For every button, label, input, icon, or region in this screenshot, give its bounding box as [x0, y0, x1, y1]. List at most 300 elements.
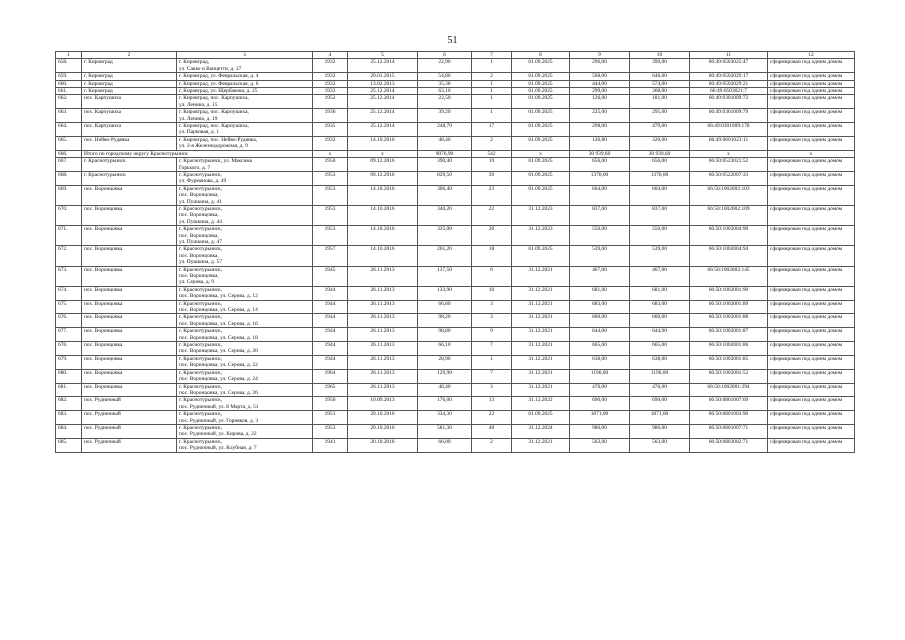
cell-col-8: 31.12.2023	[512, 205, 570, 225]
cell-col-1: 679.	[56, 355, 82, 369]
cell-col-2: пос. Рудничный	[82, 438, 177, 452]
table-row	[56, 355, 855, 369]
cell-col-6: 340,20	[418, 205, 472, 225]
table-row	[56, 205, 855, 225]
cell-col-10: 646,00	[630, 73, 690, 80]
cell-col-3: г. Кировград, пос. Карпушиха, ул. Ленина, д. 15	[177, 95, 313, 109]
cell-col-6: 261,20	[418, 246, 472, 266]
cell-col-10: 550,00	[630, 226, 690, 246]
cell-col-2: пос. Рудничный	[82, 397, 177, 411]
header-cell: 1	[56, 52, 82, 59]
header-cell: 3	[177, 52, 313, 59]
cell-col-12: сформирован под одним домом	[768, 136, 855, 150]
cell-col-10: 539,00	[630, 246, 690, 266]
table-row	[56, 185, 855, 205]
cell-col-11: 66:49:0301009:79	[690, 109, 768, 123]
cell-col-5: 25.12.2014	[348, 59, 418, 73]
cell-col-11: 66:49:0503021:7	[690, 88, 768, 95]
cell-col-7: 1	[472, 88, 512, 95]
cell-col-2: г. Кировград	[82, 80, 177, 87]
cell-col-6: 137,50	[418, 266, 472, 286]
cell-col-4: 1944	[313, 286, 348, 300]
cell-col-6: 829,50	[418, 171, 472, 185]
cell-col-2: пос. Нейво-Рудянка	[82, 136, 177, 150]
cell-col-5: 26.11.2013	[348, 300, 418, 314]
cell-col-10: 399,00	[630, 59, 690, 73]
cell-col-2: пос. Воронцовка	[82, 314, 177, 328]
cell-col-4: 1945	[313, 266, 348, 286]
cell-col-9: 604,00	[570, 185, 630, 205]
cell-col-5: 26.11.2013	[348, 314, 418, 328]
cell-col-4: 1953	[313, 171, 348, 185]
cell-col-10: 644,00	[630, 328, 690, 342]
cell-col-6: 22,50	[418, 95, 472, 109]
table-row	[56, 424, 855, 438]
cell-col-9: 644,00	[570, 328, 630, 342]
cell-col-10: 563,00	[630, 438, 690, 452]
cell-col-10: 181,00	[630, 95, 690, 109]
total-num: 666.	[56, 150, 82, 157]
cell-col-6: 390,40	[418, 158, 472, 172]
cell-col-4: 1951	[313, 411, 348, 425]
cell-col-5: 25.12.2014	[348, 95, 418, 109]
cell-col-11: 66:50:1002002:109	[690, 205, 768, 225]
cell-col-12: сформирован под одним домом	[768, 226, 855, 246]
cell-col-1: 659.	[56, 73, 82, 80]
cell-col-8: 31.12.2021	[512, 369, 570, 383]
table-row	[56, 314, 855, 328]
cell-col-11: 66:49:0503025:47	[690, 59, 768, 73]
table-row	[56, 328, 855, 342]
table-row	[56, 123, 855, 137]
cell-col-8: 01.09.2025	[512, 411, 570, 425]
cell-col-6: 22,90	[418, 59, 472, 73]
cell-col-6: 335,00	[418, 226, 472, 246]
cell-col-9: 656,00	[570, 158, 630, 172]
cell-col-10: 368,00	[630, 88, 690, 95]
cell-col-6: 39,20	[418, 109, 472, 123]
cell-col-2: пос. Воронцовка	[82, 328, 177, 342]
cell-col-5: 14.10.2016	[348, 246, 418, 266]
header-cell: 7	[472, 52, 512, 59]
cell-col-6: 248,70	[418, 123, 472, 137]
cell-col-3: г. Краснотурьинск, пос. Воронцовка, ул. Пушкина, д. 44	[177, 205, 313, 225]
table-row	[56, 246, 855, 266]
cell-col-9: 1871,00	[570, 411, 630, 425]
cell-col-1: 661.	[56, 88, 82, 95]
cell-col-4: 1941	[313, 438, 348, 452]
cell-col-3: г. Краснотурьинск, пос. Воронцовка, ул. Серова, д. 14	[177, 300, 313, 314]
cell-col-10: 660,00	[630, 314, 690, 328]
cell-col-10: 690,00	[630, 397, 690, 411]
cell-col-7: 7	[472, 369, 512, 383]
cell-col-12: сформирован под одним домом	[768, 205, 855, 225]
cell-col-9: 690,00	[570, 397, 630, 411]
cell-col-1: 660.	[56, 80, 82, 87]
cell-col-12: сформирован под одним домом	[768, 185, 855, 205]
cell-col-6: 581,30	[418, 424, 472, 438]
cell-col-12: сформирован под одним домом	[768, 397, 855, 411]
cell-col-9: 1196,00	[570, 369, 630, 383]
cell-col-12: сформирован под одним домом	[768, 424, 855, 438]
cell-col-8: 01.09.2025	[512, 73, 570, 80]
cell-col-7: 2	[472, 438, 512, 452]
cell-col-5: 25.12.2014	[348, 88, 418, 95]
cell-col-2: г. Кировград	[82, 88, 177, 95]
total-cell: 30 939,60	[630, 150, 690, 157]
cell-col-11: 66:50:1002001:90	[690, 286, 768, 300]
cell-col-5: 26.11.2013	[348, 342, 418, 356]
cell-col-10: 1378,00	[630, 171, 690, 185]
cell-col-4: 1953	[313, 185, 348, 205]
cell-col-12: сформирован под одним домом	[768, 383, 855, 397]
cell-col-5: 10.09.2013	[348, 397, 418, 411]
cell-col-11: 66:50:0801003:90	[690, 411, 768, 425]
cell-col-7: 17	[472, 123, 512, 137]
cell-col-9: 467,00	[570, 266, 630, 286]
cell-col-11: 66:50:1002001:88	[690, 314, 768, 328]
cell-col-2: пос. Воронцовка	[82, 185, 177, 205]
cell-col-8: 01.09.2025	[512, 158, 570, 172]
cell-col-4: 1953	[313, 205, 348, 225]
table-row	[56, 369, 855, 383]
cell-col-2: пос. Воронцовка	[82, 226, 177, 246]
cell-col-9: 568,00	[570, 73, 630, 80]
cell-col-8: 31.12.2021	[512, 266, 570, 286]
table-row	[56, 342, 855, 356]
cell-col-4: 1944	[313, 300, 348, 314]
cell-col-5: 13.02.2013	[348, 80, 418, 87]
cell-col-6: 48,40	[418, 136, 472, 150]
cell-col-1: 682.	[56, 397, 82, 411]
cell-col-1: 671.	[56, 226, 82, 246]
cell-col-5: 14.10.2016	[348, 185, 418, 205]
cell-col-4: 1932	[313, 136, 348, 150]
cell-col-11: 66:50:0801007:69	[690, 397, 768, 411]
cell-col-1: 658.	[56, 59, 82, 73]
cell-col-12: сформирован под одним домом	[768, 328, 855, 342]
cell-col-2: пос. Карпушиха	[82, 109, 177, 123]
cell-col-11: 66:50:1002002:145	[690, 266, 768, 286]
cell-col-6: 98,20	[418, 314, 472, 328]
table-row	[56, 80, 855, 87]
cell-col-12: сформирован под одним домом	[768, 411, 855, 425]
total-cell: 30 939,60	[570, 150, 630, 157]
table-row	[56, 88, 855, 95]
cell-col-8: 31.12.2023	[512, 226, 570, 246]
cell-col-5: 14.10.2016	[348, 205, 418, 225]
table-row	[56, 109, 855, 123]
cell-col-11: 66:49:0301009:72	[690, 95, 768, 109]
cell-col-4: 1932	[313, 73, 348, 80]
cell-col-6: 334,30	[418, 411, 472, 425]
cell-col-12: сформирован под одним домом	[768, 73, 855, 80]
cell-col-4: 1944	[313, 328, 348, 342]
cell-col-3: г. Кировград, пос. Нейво-Рудянка, ул. 2-я Железнодорожная, д. 9	[177, 136, 313, 150]
cell-col-3: г. Краснотурьинск, пос. Воронцовка, ул. Серова, д. 18	[177, 328, 313, 342]
cell-col-2: пос. Рудничный	[82, 424, 177, 438]
cell-col-2: пос. Воронцовка	[82, 246, 177, 266]
cell-col-4: 1952	[313, 95, 348, 109]
cell-col-1: 672.	[56, 246, 82, 266]
cell-col-6: 176,00	[418, 397, 472, 411]
cell-col-8: 01.09.2025	[512, 59, 570, 73]
cell-col-3: г. Краснотурьинск, пос. Воронцовка, ул. Серова, д. 24	[177, 369, 313, 383]
cell-col-11: 66:49:0502029:17	[690, 73, 768, 80]
cell-col-12: сформирован под одним домом	[768, 109, 855, 123]
cell-col-8: 01.09.2025	[512, 185, 570, 205]
cell-col-9: 539,00	[570, 246, 630, 266]
cell-col-9: 660,00	[570, 314, 630, 328]
total-cell: 542	[472, 150, 512, 157]
cell-col-8: 31.12.2021	[512, 286, 570, 300]
table-row	[56, 300, 855, 314]
cell-col-1: 678.	[56, 342, 82, 356]
header-cell: 9	[570, 52, 630, 59]
table-row	[56, 383, 855, 397]
cell-col-1: 665.	[56, 136, 82, 150]
cell-col-12: сформирован под одним домом	[768, 300, 855, 314]
cell-col-12: сформирован под одним домом	[768, 59, 855, 73]
cell-col-3: г. Краснотурьинск, пос. Воронцовка, ул. Пушкина, д. 47	[177, 226, 313, 246]
cell-col-8: 31.12.2021	[512, 328, 570, 342]
cell-col-12: сформирован под одним домом	[768, 80, 855, 87]
cell-col-5: 09.12.2016	[348, 158, 418, 172]
cell-col-6: 133,90	[418, 286, 472, 300]
cell-col-12: сформирован под одним домом	[768, 355, 855, 369]
housing-table	[55, 51, 855, 453]
cell-col-1: 673.	[56, 266, 82, 286]
cell-col-10: 665,00	[630, 342, 690, 356]
table-row	[56, 171, 855, 185]
cell-col-9: 683,00	[570, 300, 630, 314]
cell-col-3: г. Кировград, ул. Февральская, д. 6	[177, 80, 313, 87]
cell-col-8: 31.12.2021	[512, 355, 570, 369]
cell-col-5: 26.11.2013	[348, 383, 418, 397]
cell-col-6: 66,00	[418, 438, 472, 452]
cell-col-12: сформирован под одним домом	[768, 123, 855, 137]
total-cell: x	[512, 150, 570, 157]
cell-col-12: сформирован под одним домом	[768, 369, 855, 383]
cell-col-7: 39	[472, 171, 512, 185]
cell-col-5: 26.11.2013	[348, 266, 418, 286]
cell-col-10: 837,00	[630, 205, 690, 225]
cell-col-4: 1953	[313, 424, 348, 438]
cell-col-9: 986,00	[570, 424, 630, 438]
cell-col-4: 1936	[313, 109, 348, 123]
cell-col-5: 25.12.2014	[348, 109, 418, 123]
cell-col-7: 1	[472, 95, 512, 109]
cell-col-5: 26.11.2013	[348, 328, 418, 342]
cell-col-9: 681,00	[570, 286, 630, 300]
cell-col-8: 31.12.2022	[512, 397, 570, 411]
cell-col-11: 66:50:1002001:294	[690, 383, 768, 397]
cell-col-2: г. Кировград	[82, 73, 177, 80]
cell-col-3: г. Краснотурьинск, пос. Рудничный, ул. Кирова, д. 22	[177, 424, 313, 438]
page-number: 51	[447, 35, 458, 46]
cell-col-7: 6	[472, 266, 512, 286]
cell-col-7: 3	[472, 300, 512, 314]
cell-col-3: г. Краснотурьинск, пос. Рудничный, ул. Горняков, д. 3	[177, 411, 313, 425]
cell-col-6: 66,80	[418, 300, 472, 314]
cell-col-4: 1964	[313, 369, 348, 383]
cell-col-2: пос. Воронцовка	[82, 383, 177, 397]
cell-col-9: 476,00	[570, 383, 630, 397]
cell-col-11: 66:50:1002002:103	[690, 185, 768, 205]
cell-col-6: 48,40	[418, 383, 472, 397]
cell-col-2: пос. Воронцовка	[82, 266, 177, 286]
cell-col-12: сформирован под одним домом	[768, 314, 855, 328]
cell-col-7: 7	[472, 342, 512, 356]
cell-col-8: 31.12.2021	[512, 342, 570, 356]
total-cell: 9076,90	[418, 150, 472, 157]
cell-col-7: 1	[472, 109, 512, 123]
table-row	[56, 158, 855, 172]
cell-col-6: 28,90	[418, 355, 472, 369]
cell-col-11: 66:49:0502029:21	[690, 80, 768, 87]
cell-col-10: 479,00	[630, 123, 690, 137]
cell-col-8: 01.09.2025	[512, 246, 570, 266]
cell-col-11: 66:50:1002004:94	[690, 246, 768, 266]
cell-col-2: пос. Воронцовка	[82, 205, 177, 225]
cell-col-3: г. Краснотурьинск, пос. Воронцовка, ул. Серова, д. 16	[177, 314, 313, 328]
cell-col-1: 668.	[56, 171, 82, 185]
table-row	[56, 59, 855, 73]
cell-col-4: 1932	[313, 80, 348, 87]
cell-col-2: пос. Воронцовка	[82, 342, 177, 356]
cell-col-6: 35,38	[418, 80, 472, 87]
cell-col-10: 683,00	[630, 300, 690, 314]
cell-col-2: пос. Воронцовка	[82, 300, 177, 314]
cell-col-8: 01.09.2025	[512, 123, 570, 137]
cell-col-12: сформирован под одним домом	[768, 95, 855, 109]
cell-col-1: 664.	[56, 123, 82, 137]
cell-col-6: 98,80	[418, 328, 472, 342]
cell-col-5: 14.10.2016	[348, 226, 418, 246]
cell-col-7: 2	[472, 136, 512, 150]
cell-col-6: 63,10	[418, 88, 472, 95]
cell-col-3: г. Кировград, ул. Щербакова, д. 25	[177, 88, 313, 95]
cell-col-10: 986,00	[630, 424, 690, 438]
header-cell: 4	[313, 52, 348, 59]
cell-col-7: 19	[472, 158, 512, 172]
header-row	[56, 52, 855, 59]
cell-col-9: 444,00	[570, 80, 630, 87]
cell-col-4: 1965	[313, 383, 348, 397]
cell-col-1: 674.	[56, 286, 82, 300]
header-cell: 11	[690, 52, 768, 59]
cell-col-11: 66:50:0803002:71	[690, 438, 768, 452]
cell-col-3: г. Краснотурьинск, пос. Воронцовка, ул. Серова, д. 22	[177, 355, 313, 369]
cell-col-1: 680.	[56, 369, 82, 383]
cell-col-5: 26.11.2013	[348, 286, 418, 300]
cell-col-9: 638,00	[570, 355, 630, 369]
cell-col-11: 66:50:1002001:86	[690, 342, 768, 356]
cell-col-2: г. Краснотурьинск	[82, 158, 177, 172]
header-cell: 6	[418, 52, 472, 59]
cell-col-9: 126,00	[570, 95, 630, 109]
cell-col-12: сформирован под одним домом	[768, 171, 855, 185]
cell-col-7: 18	[472, 246, 512, 266]
cell-col-1: 662.	[56, 95, 82, 109]
cell-col-4: 1957	[313, 246, 348, 266]
cell-col-2: пос. Воронцовка	[82, 286, 177, 300]
cell-col-11: 66:50:1002001:89	[690, 300, 768, 314]
cell-col-1: 675.	[56, 300, 82, 314]
header-cell: 2	[82, 52, 177, 59]
header-cell: 12	[768, 52, 855, 59]
cell-col-7: 3	[472, 383, 512, 397]
cell-col-9: 665,00	[570, 342, 630, 356]
cell-col-8: 01.09.2025	[512, 136, 570, 150]
cell-col-4: 1944	[313, 342, 348, 356]
cell-col-6: 54,80	[418, 73, 472, 80]
cell-col-11: 66:50:1002001:52	[690, 369, 768, 383]
cell-col-3: г. Краснотурьинск, пос. Воронцовка, ул. Серова, д. 12	[177, 286, 313, 300]
cell-col-10: 1871,00	[630, 411, 690, 425]
cell-col-7: 22	[472, 205, 512, 225]
cell-col-9: 126,80	[570, 136, 630, 150]
cell-col-3: г. Краснотурьинск, ул. Максима Горького, д. 7	[177, 158, 313, 172]
cell-col-10: 681,00	[630, 286, 690, 300]
cell-col-7: 1	[472, 80, 512, 87]
cell-col-10: 656,00	[630, 158, 690, 172]
cell-col-11: 66:50:1002004:90	[690, 226, 768, 246]
cell-col-10: 1196,00	[630, 369, 690, 383]
cell-col-1: 667.	[56, 158, 82, 172]
cell-col-11: 66:50:0801007:71	[690, 424, 768, 438]
cell-col-3: г. Кировград, ул. Сакко и Ванцетти, д. 27	[177, 59, 313, 73]
total-label: Итого по городскому округу Краснотурьинск	[82, 150, 313, 157]
cell-col-8: 01.09.2025	[512, 109, 570, 123]
cell-col-5: 20.10.2016	[348, 424, 418, 438]
cell-col-3: г. Краснотурьинск, пос. Воронцовка, ул. Пушкина, д. 41	[177, 185, 313, 205]
cell-col-3: г. Кировград, пос. Карпушиха, ул. Ленина, д. 19	[177, 109, 313, 123]
table-row	[56, 136, 855, 150]
cell-col-8: 01.09.2025	[512, 95, 570, 109]
cell-col-9: 837,00	[570, 205, 630, 225]
header-cell: 5	[348, 52, 418, 59]
cell-col-11: 66:49:0601023:11	[690, 136, 768, 150]
cell-col-2: пос. Рудничный	[82, 411, 177, 425]
cell-col-11: 66:50:0523021:52	[690, 158, 768, 172]
cell-col-12: сформирован под одним домом	[768, 286, 855, 300]
cell-col-4: 1950	[313, 158, 348, 172]
cell-col-1: 685.	[56, 438, 82, 452]
cell-col-3: г. Краснотурьинск, пос. Воронцовка, ул. Пушкина, д. 57	[177, 246, 313, 266]
cell-col-10: 476,00	[630, 383, 690, 397]
cell-col-8: 01.09.2025	[512, 88, 570, 95]
cell-col-12: сформирован под одним домом	[768, 246, 855, 266]
header-cell: 10	[630, 52, 690, 59]
table-row	[56, 266, 855, 286]
cell-col-10: 638,00	[630, 355, 690, 369]
cell-col-3: г. Кировград, ул. Февральская, д. 4	[177, 73, 313, 80]
cell-col-2: пос. Карпушиха	[82, 123, 177, 137]
header-cell: 8	[512, 52, 570, 59]
cell-col-8: 31.12.2021	[512, 314, 570, 328]
cell-col-3: г. Краснотурьинск, пос. Воронцовка, ул. Серова, д. 9	[177, 266, 313, 286]
cell-col-9: 1378,00	[570, 171, 630, 185]
table-row	[56, 226, 855, 246]
cell-col-10: 604,00	[630, 185, 690, 205]
cell-col-5: 26.11.2013	[348, 369, 418, 383]
cell-col-12: сформирован под одним домом	[768, 438, 855, 452]
cell-col-9: 550,00	[570, 226, 630, 246]
cell-col-3: г. Краснотурьинск, пос. Воронцовка, ул. Серова, д. 20	[177, 342, 313, 356]
cell-col-7: 1	[472, 59, 512, 73]
cell-col-11: 66:49:0301009:178	[690, 123, 768, 137]
